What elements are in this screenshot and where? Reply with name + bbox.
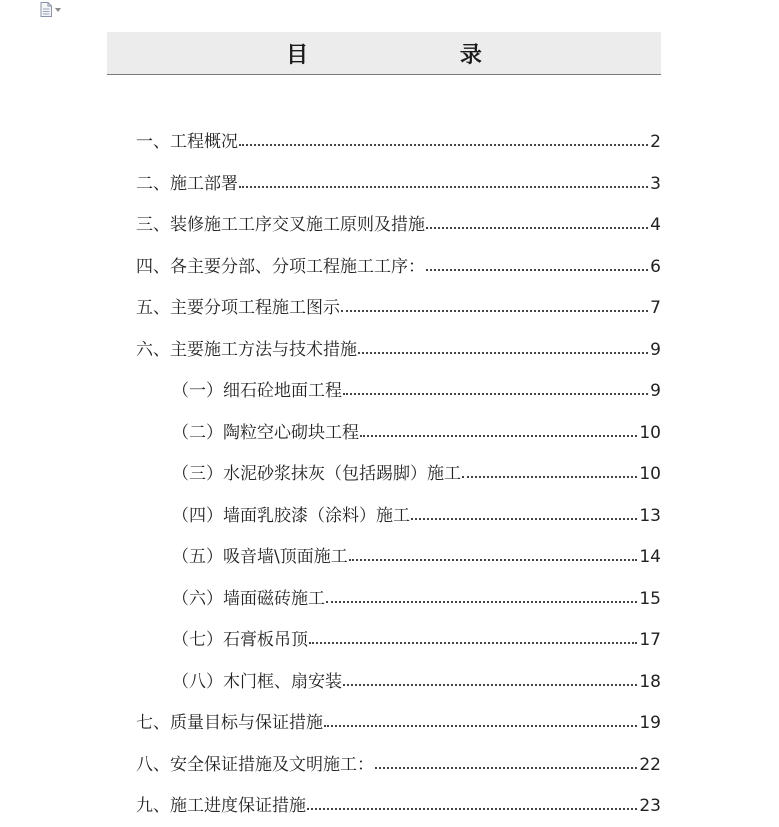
- toc-entry-label: 五、主要分项工程施工图示: [136, 298, 340, 318]
- toc-page-number: 13: [639, 505, 661, 526]
- toc-leader-dots: [326, 601, 637, 603]
- toc-entry-label: （六）墙面磁砖施工: [172, 588, 325, 609]
- toc-page-number: 10: [639, 464, 661, 484]
- toc-page-number: 14: [639, 547, 661, 567]
- toc-leader-dots: [426, 227, 648, 229]
- toc-entry[interactable]: [136, 790, 661, 816]
- toc-leader-dots: [343, 393, 648, 395]
- toc-entry[interactable]: [136, 707, 661, 733]
- toc-entry[interactable]: [136, 334, 661, 360]
- toc-leader-dots: [343, 684, 637, 686]
- toc-entry-label: 一、工程概况: [136, 132, 238, 152]
- toc-entry[interactable]: [172, 666, 661, 692]
- toc-entry-label: 八、安全保证措施及文明施工：: [136, 754, 374, 775]
- toc-entry[interactable]: [172, 375, 661, 401]
- toc-entry-label: 七、质量目标与保证措施: [136, 713, 323, 733]
- toc-page-number: 15: [639, 588, 661, 609]
- toc-entry-label: 三、装修施工工序交叉施工原则及措施: [136, 215, 425, 235]
- toc-entry-label: （八）木门框、扇安装: [172, 671, 342, 692]
- toc-leader-dots: [360, 435, 637, 437]
- toc-entry[interactable]: [136, 168, 661, 194]
- toc-leader-dots: [309, 642, 637, 644]
- toc-entry-label: （五）吸音墙\顶面施工: [172, 547, 348, 567]
- toc-page-number: 9: [650, 381, 661, 401]
- toc-leader-dots: [426, 269, 648, 271]
- toc-entry[interactable]: [136, 749, 661, 775]
- toc-page-number: 2: [650, 132, 661, 152]
- toc-page-number: 18: [639, 671, 661, 692]
- document-icon: [40, 2, 52, 17]
- toc-entry-label: （二）陶粒空心砌块工程: [172, 422, 359, 443]
- toc-page-number: 10: [639, 422, 661, 443]
- toc-entry-label: 九、施工进度保证措施: [136, 796, 306, 816]
- toc-entry[interactable]: [172, 417, 661, 443]
- document-menu-button[interactable]: [40, 2, 61, 17]
- toc-entry[interactable]: [136, 292, 661, 318]
- toc-page-number: 7: [650, 298, 661, 318]
- toc-leader-dots: [411, 518, 637, 520]
- toc-entry-label: （七）石膏板吊顶: [172, 630, 308, 650]
- toc-leader-dots: [462, 476, 637, 478]
- toc-entry[interactable]: [172, 541, 661, 567]
- toc-entry-label: （三）水泥砂浆抹灰（包括踢脚）施工: [172, 464, 461, 484]
- toc-entry[interactable]: [172, 583, 661, 609]
- toc-page-number: 4: [650, 215, 661, 235]
- toc-leader-dots: [341, 310, 648, 312]
- toc-leader-dots: [375, 767, 637, 769]
- toc-leader-dots: [307, 808, 637, 810]
- toc-leader-dots: [349, 559, 638, 561]
- page-title: 目 录: [286, 41, 554, 68]
- toc-title-bar: [107, 32, 661, 75]
- toc-page-number: 23: [639, 796, 661, 816]
- toc-page-number: 19: [639, 713, 661, 733]
- toc-entry-label: （四）墙面乳胶漆（涂料）施工: [172, 505, 410, 526]
- toc-entry-label: 四、各主要分部、分项工程施工工序：: [136, 256, 425, 277]
- toc-page-number: 3: [650, 173, 661, 194]
- toc-page-number: 6: [650, 256, 661, 277]
- toc-page-number: 22: [639, 754, 661, 775]
- toc-entry-label: 二、施工部署: [136, 173, 238, 194]
- toc-entry[interactable]: [172, 500, 661, 526]
- toc-leader-dots: [239, 144, 648, 146]
- toc-page-number: 17: [639, 630, 661, 650]
- toc-entry[interactable]: [172, 624, 661, 650]
- toc-leader-dots: [324, 725, 637, 727]
- toc-page-number: 9: [650, 339, 661, 360]
- toc-entry[interactable]: [136, 126, 661, 152]
- toc-entry[interactable]: [172, 458, 661, 484]
- toc-entry[interactable]: [136, 251, 661, 277]
- toc-entry[interactable]: [136, 209, 661, 235]
- toc-leader-dots: [239, 186, 648, 188]
- toc-entry-label: 六、主要施工方法与技术措施: [136, 339, 357, 360]
- chevron-down-icon: [55, 8, 61, 12]
- toc-entry-label: （一）细石砼地面工程: [172, 381, 342, 401]
- toc-leader-dots: [358, 352, 648, 354]
